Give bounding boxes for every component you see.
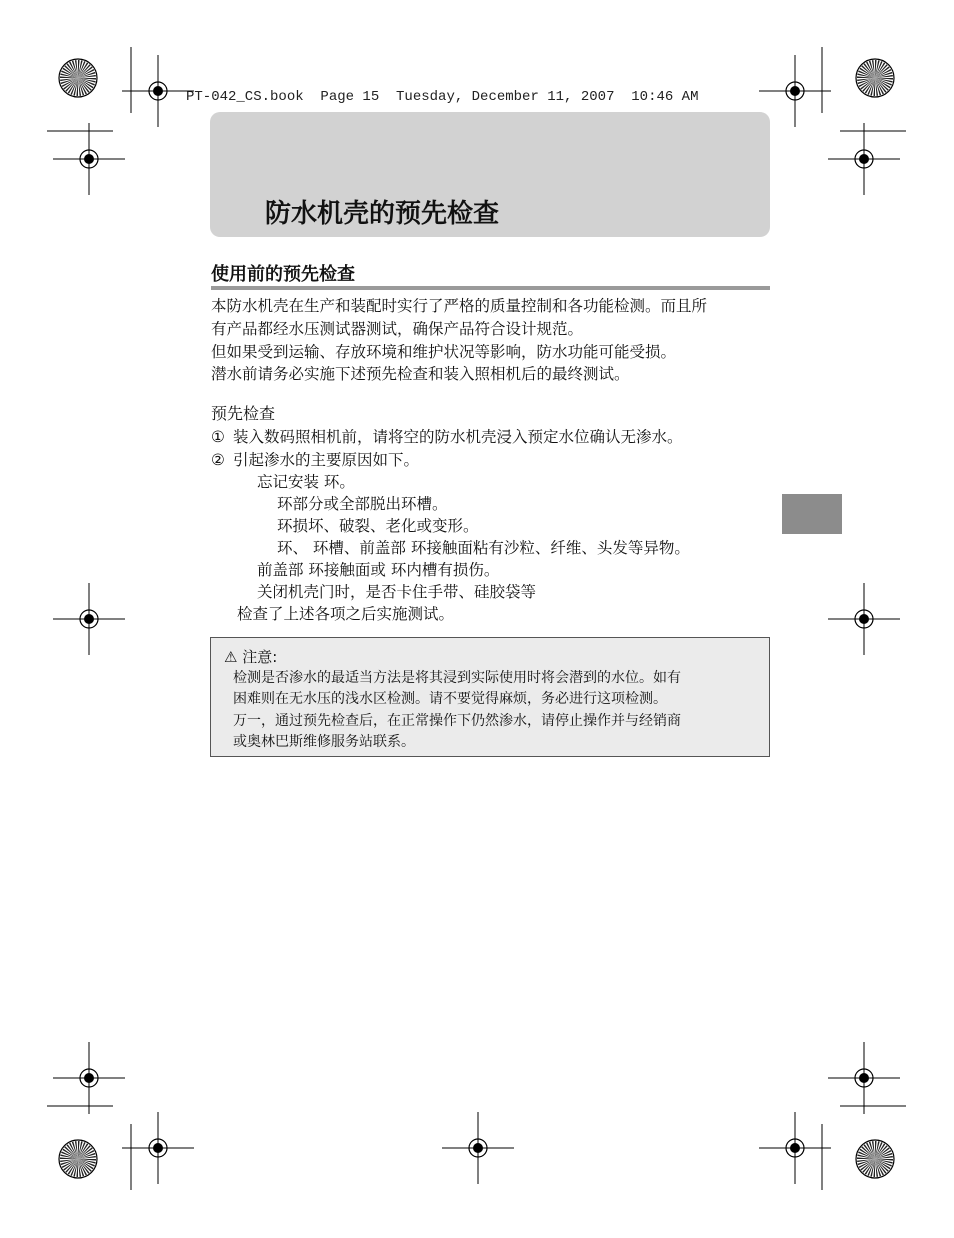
cause-5: 前盖部 环接触面或 环内槽有损伤。 xyxy=(257,561,500,579)
crosshair-dot xyxy=(84,1073,94,1083)
cause-4: 环、 环槽、前盖部 环接触面粘有沙粒、纤维、头发等异物。 xyxy=(277,539,690,557)
paragraph-line-3: 但如果受到运输、存放环境和维护状况等影响，防水功能可能受损。 xyxy=(211,343,677,361)
cause-2: 环部分或全部脱出环槽。 xyxy=(277,495,448,513)
crosshair-dot xyxy=(859,614,869,624)
crosshair-dot xyxy=(84,614,94,624)
section-heading: 使用前的预先检查 xyxy=(211,264,355,285)
paragraph-line-2: 有产品都经水压测试器测试，确保产品符合设计规范。 xyxy=(211,320,584,338)
cause-3: 环损坏、破裂、老化或变形。 xyxy=(277,517,479,535)
step-2-marker: ② xyxy=(211,451,225,469)
step-2-text: 引起渗水的主要原因如下。 xyxy=(233,451,420,469)
precheck-heading: 预先检查 xyxy=(211,404,276,423)
warning-icon: ⚠ xyxy=(224,648,238,666)
caution-line-2: 困难则在无水压的浅水区检测。请不要觉得麻烦，务必进行这项检测。 xyxy=(233,691,667,707)
caution-line-4: 或奥林巴斯维修服务站联系。 xyxy=(233,734,415,750)
paragraph-line-1: 本防水机壳在生产和装配时实行了严格的质量控制和各功能检测。而且所 xyxy=(211,297,708,315)
step-1-text: 装入数码照相机前，请将空的防水机壳浸入预定水位确认无渗水。 xyxy=(233,428,683,446)
cause-6: 关闭机壳门时，是否卡住手带、硅胶袋等 xyxy=(257,583,537,601)
crosshair-dot xyxy=(84,154,94,164)
crosshair-dot xyxy=(859,1073,869,1083)
print-header: PT-042_CS.book Page 15 Tuesday, December 11, 2007 10:46 AM xyxy=(186,89,699,105)
crosshair-dot xyxy=(153,1143,163,1153)
caution-line-1: 检测是否渗水的最适当方法是将其浸到实际使用时将会潜到的水位。如有 xyxy=(233,670,681,686)
step-1-marker: ① xyxy=(211,428,225,446)
crosshair-dot xyxy=(859,154,869,164)
page-title: 防水机壳的预先检查 xyxy=(265,199,500,229)
crosshair-dot xyxy=(790,86,800,96)
crosshair-dot xyxy=(790,1143,800,1153)
crosshair-dot xyxy=(153,86,163,96)
crosshair-dot xyxy=(473,1143,483,1153)
caution-line-3: 万一，通过预先检查后，在正常操作下仍然渗水，请停止操作并与经销商 xyxy=(233,713,681,729)
conclusion: 检查了上述各项之后实施测试。 xyxy=(237,605,455,623)
paragraph-line-4: 潜水前请务必实施下述预先检查和装入照相机后的最终测试。 xyxy=(211,365,630,383)
cause-1: 忘记安装 环。 xyxy=(257,473,355,491)
caution-title: 注意: xyxy=(242,648,278,666)
